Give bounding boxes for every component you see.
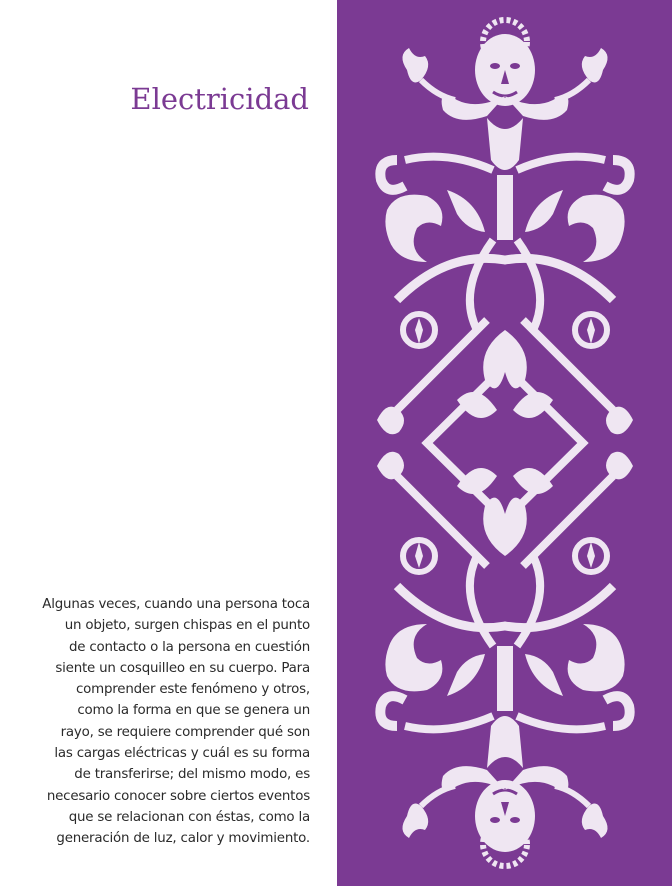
intro-line: siente un cosquilleo en su cuerpo. Para [55, 660, 310, 676]
intro-line: Algunas veces, cuando una persona toca [42, 597, 310, 612]
intro-line: necesario conocer sobre ciertos eventos [46, 788, 310, 804]
baroque-floral-ornament-icon [337, 0, 672, 886]
intro-paragraph [10, 594, 310, 850]
intro-line: rayo, se requiere comprender qué son [60, 724, 310, 740]
intro-line: como la forma en que se genera un [77, 703, 310, 719]
intro-line: las cargas eléctricas y cuál es su forma [54, 746, 310, 762]
intro-line: que se relacionan con éstas, como la [68, 809, 310, 825]
ornament-panel [337, 0, 672, 886]
intro-line: generación de luz, calor y movimiento. [56, 831, 310, 847]
intro-line: comprender este fenómeno y otros, [75, 682, 310, 698]
intro-line: de transferirse; del mismo modo, es [74, 767, 310, 783]
intro-line: un objeto, surgen chispas en el punto [64, 618, 310, 634]
intro-line: de contacto o la persona en cuestión [68, 639, 310, 655]
chapter-title: Electricidad [130, 82, 309, 116]
